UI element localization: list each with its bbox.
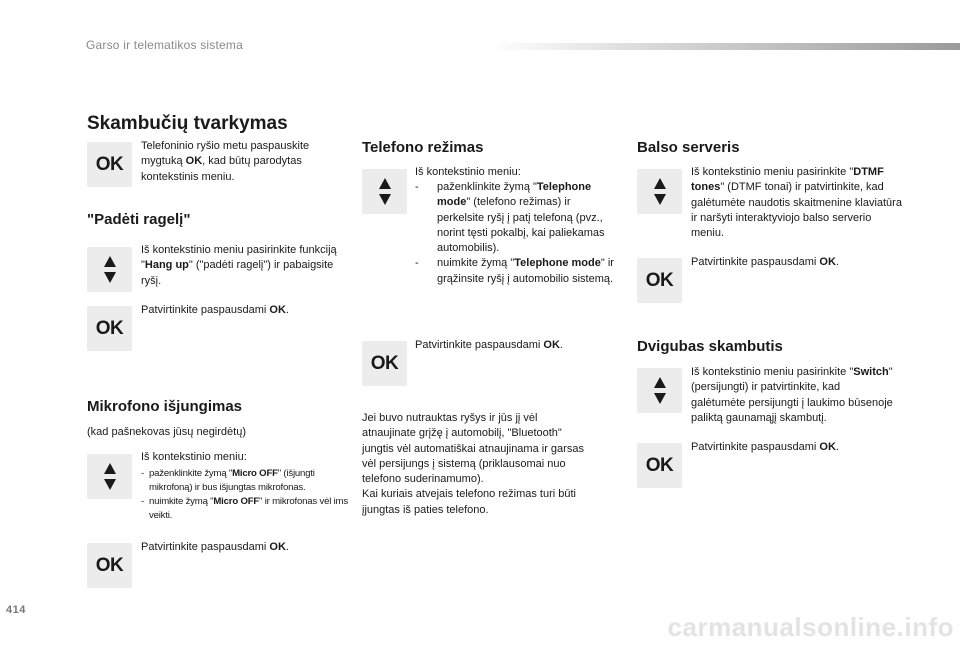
list-item: - paženklinkite žymą "Micro OFF" (išjungti mikrofoną) ir bus išjungtas mikrofonas. <box>141 468 315 493</box>
arrow-up-icon <box>379 178 391 189</box>
ok-button-icon: OK <box>87 543 132 588</box>
header-gradient-bar <box>490 43 960 50</box>
list-item: - nuimkite žymą "Micro OFF" ir mikrofonas vėl ims veikti. <box>141 496 348 521</box>
arrow-up-icon <box>104 463 116 474</box>
ok-button-icon: OK <box>87 142 132 187</box>
up-down-arrows-icon <box>637 169 682 214</box>
arrow-down-icon <box>104 479 116 490</box>
ok-button-icon: OK <box>637 258 682 303</box>
section-title-mic-mute: Mikrofono išjungimas <box>87 398 243 415</box>
phone-mode-menu-intro: Iš kontekstinio meniu: <box>415 166 521 178</box>
mic-menu-intro: Iš kontekstinio meniu: <box>141 451 247 463</box>
mic-mute-subtitle: (kad pašnekovas jūsų negirdėtų) <box>87 426 246 438</box>
arrow-down-icon <box>379 194 391 205</box>
section-title-hang-up: "Padėti ragelį" <box>87 211 191 228</box>
section-title-call-management: Skambučių tvarkymas <box>87 113 288 134</box>
hang-up-confirm-text: Patvirtinkite paspausdami OK. <box>141 304 289 316</box>
arrow-up-icon <box>654 178 666 189</box>
call-menu-intro-text: Telefoninio ryšio metu paspauskite mygtuką OK, kad būtų parodytas kontekstinis meniu. <box>141 140 310 183</box>
arrow-down-icon <box>104 272 116 283</box>
up-down-arrows-icon <box>87 454 132 499</box>
ok-button-icon: OK <box>362 341 407 386</box>
arrow-down-icon <box>654 393 666 404</box>
phone-mode-note: Jei buvo nutrauktas ryšys ir jūs jį vėl atnaujinate grįžę į automobilį, "Bluetooth" jungtis vėl automatiškai atnaujinama ir garsas vėl persijungs į sistemą (priklausomai nuo telefono suderinamumo). Kai kuriais atvejais telefono režimas turi būti įjungtas iš paties telefono. <box>362 412 584 516</box>
double-call-confirm-text: Patvirtinkite paspausdami OK. <box>691 441 839 453</box>
page-number: 414 <box>6 604 26 616</box>
arrow-up-icon <box>654 377 666 388</box>
section-title-double-call: Dvigubas skambutis <box>637 338 783 355</box>
arrow-down-icon <box>654 194 666 205</box>
up-down-arrows-icon <box>637 368 682 413</box>
list-item: - nuimkite žymą "Telephone mode" ir grąžinsite ryšį į automobilio sistemą. <box>415 257 614 285</box>
up-down-arrows-icon <box>87 247 132 292</box>
list-item: - paženklinkite žymą "Telephone mode" (telefono režimas) ir perkelsite ryšį į patį telefoną (pvz., norint tęsti pokalbį, kai paliekamas automobilis). <box>415 181 605 255</box>
section-title-voice-server: Balso serveris <box>637 139 740 156</box>
hang-up-text: Iš kontekstinio meniu pasirinkite funkciją "Hang up" ("padėti ragelį") ir pabaigsite ryšį. <box>141 244 337 287</box>
voice-server-confirm-text: Patvirtinkite paspausdami OK. <box>691 256 839 268</box>
section-title-phone-mode: Telefono režimas <box>362 139 484 156</box>
arrow-up-icon <box>104 256 116 267</box>
phone-mode-confirm-text: Patvirtinkite paspausdami OK. <box>415 339 563 351</box>
header-title: Garso ir telematikos sistema <box>86 38 243 52</box>
double-call-text: Iš kontekstinio meniu pasirinkite "Switch" (persijungti) ir patvirtinkite, kad galėtumėte persijungti į laukimo būsenoje paliktą gaunamąjį skambutį. <box>691 366 893 424</box>
mic-mute-list <box>141 467 353 523</box>
watermark: carmanualsonline.info <box>667 612 954 642</box>
mic-mute-confirm-text: Patvirtinkite paspausdami OK. <box>141 541 289 553</box>
ok-button-icon: OK <box>637 443 682 488</box>
voice-server-text: Iš kontekstinio meniu pasirinkite "DTMF tones" (DTMF tonai) ir patvirtinkite, kad galėtumėte naudotis skaitmenine klaviatūra ir naršyti interaktyviojo balso serverio meniu. <box>691 166 902 240</box>
up-down-arrows-icon <box>362 169 407 214</box>
ok-button-icon: OK <box>87 306 132 351</box>
phone-mode-list <box>415 180 615 287</box>
